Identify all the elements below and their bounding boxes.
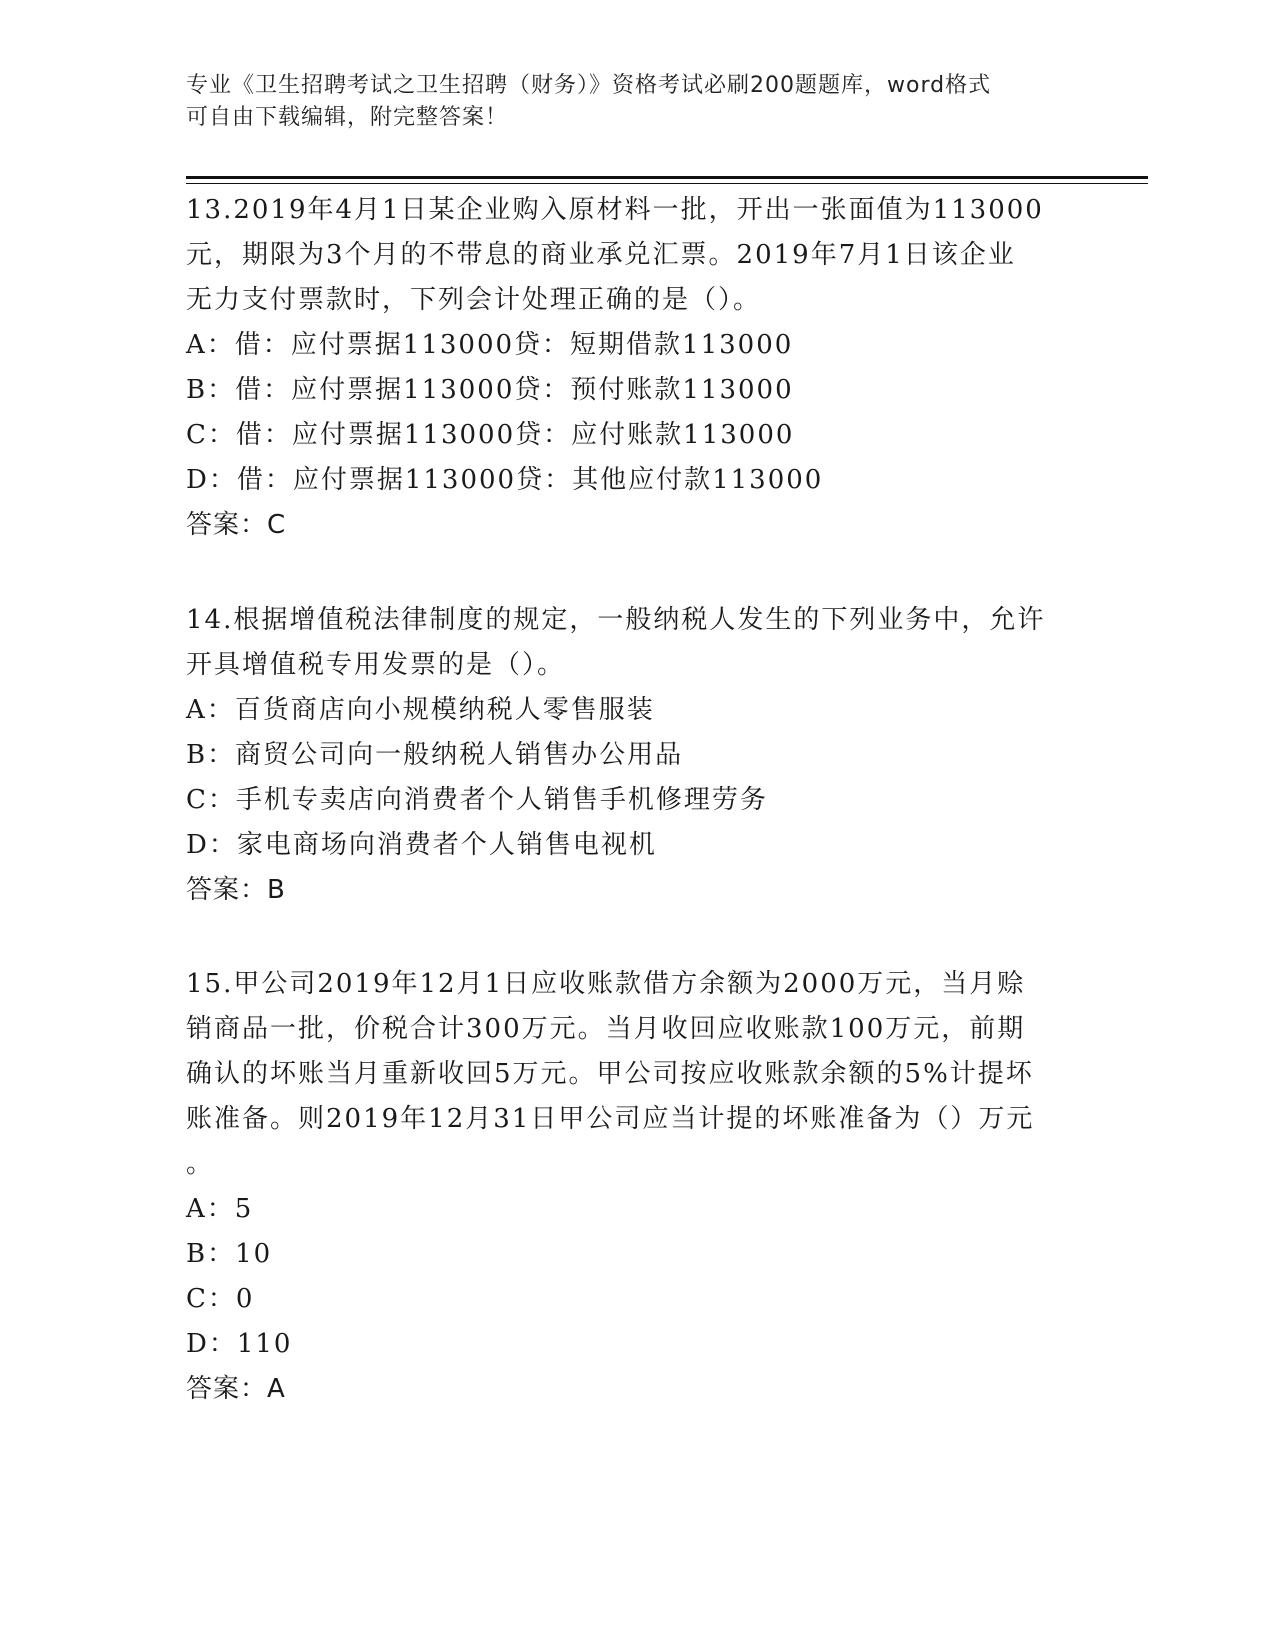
question-13-line-3: 无力支付票款时，下列会计处理正确的是（）。	[186, 285, 762, 315]
header-divider-thick	[186, 176, 1148, 179]
question-15-option-b: B：10	[186, 1239, 273, 1269]
question-14-option-c: C：手机专卖店向消费者个人销售手机修理劳务	[186, 785, 768, 815]
question-15-line-4: 账准备。则2019年12月31日甲公司应当计提的坏账准备为（）万元	[186, 1104, 1035, 1134]
document-header	[186, 70, 1066, 134]
question-14-answer: 答案：B	[186, 875, 286, 905]
question-15-line-2: 销商品一批，价税合计300万元。当月收回应收账款100万元，前期	[186, 1014, 1026, 1044]
question-13	[186, 188, 1086, 548]
question-14-line-1: 14.根据增值税法律制度的规定，一般纳税人发生的下列业务中，允许	[186, 605, 1046, 635]
question-15	[186, 962, 1086, 1412]
question-13-option-d: D：借：应付票据113000贷：其他应付款113000	[186, 465, 824, 495]
question-15-line-3: 确认的坏账当月重新收回5万元。甲公司按应收账款余额的5%计提坏	[186, 1059, 1034, 1089]
question-14-option-d: D：家电商场向消费者个人销售电视机	[186, 830, 657, 860]
question-15-line-5: 。	[186, 1149, 215, 1179]
question-14-line-2: 开具增值税专用发票的是（）。	[186, 650, 566, 680]
question-15-line-1: 15.甲公司2019年12月1日应收账款借方余额为2000万元，当月赊	[186, 969, 1026, 999]
question-13-option-a: A：借：应付票据113000贷：短期借款113000	[186, 330, 794, 360]
question-14-option-a: A：百货商店向小规模纳税人零售服装	[186, 695, 655, 725]
question-15-option-a: A：5	[186, 1194, 254, 1224]
question-14	[186, 598, 1086, 913]
header-divider-thin	[186, 183, 1148, 184]
question-15-answer: 答案：A	[186, 1374, 286, 1404]
question-15-option-c: C：0	[186, 1284, 255, 1314]
header-line-2: 可自由下载编辑，附完整答案！	[186, 105, 509, 130]
question-13-option-b: B：借：应付票据113000贷：预付账款113000	[186, 375, 794, 405]
question-13-line-1: 13.2019年4月1日某企业购入原材料一批，开出一张面值为113000	[186, 195, 1044, 225]
question-13-option-c: C：借：应付票据113000贷：应付账款113000	[186, 420, 795, 450]
question-14-option-b: B：商贸公司向一般纳税人销售办公用品	[186, 740, 684, 770]
question-13-line-2: 元，期限为3个月的不带息的商业承兑汇票。2019年7月1日该企业	[186, 240, 1016, 270]
question-15-option-d: D：110	[186, 1329, 293, 1359]
question-13-answer: 答案：C	[186, 510, 287, 540]
header-line-1: 专业《卫生招聘考试之卫生招聘（财务）》资格考试必刷200题题库，word格式	[186, 73, 992, 98]
